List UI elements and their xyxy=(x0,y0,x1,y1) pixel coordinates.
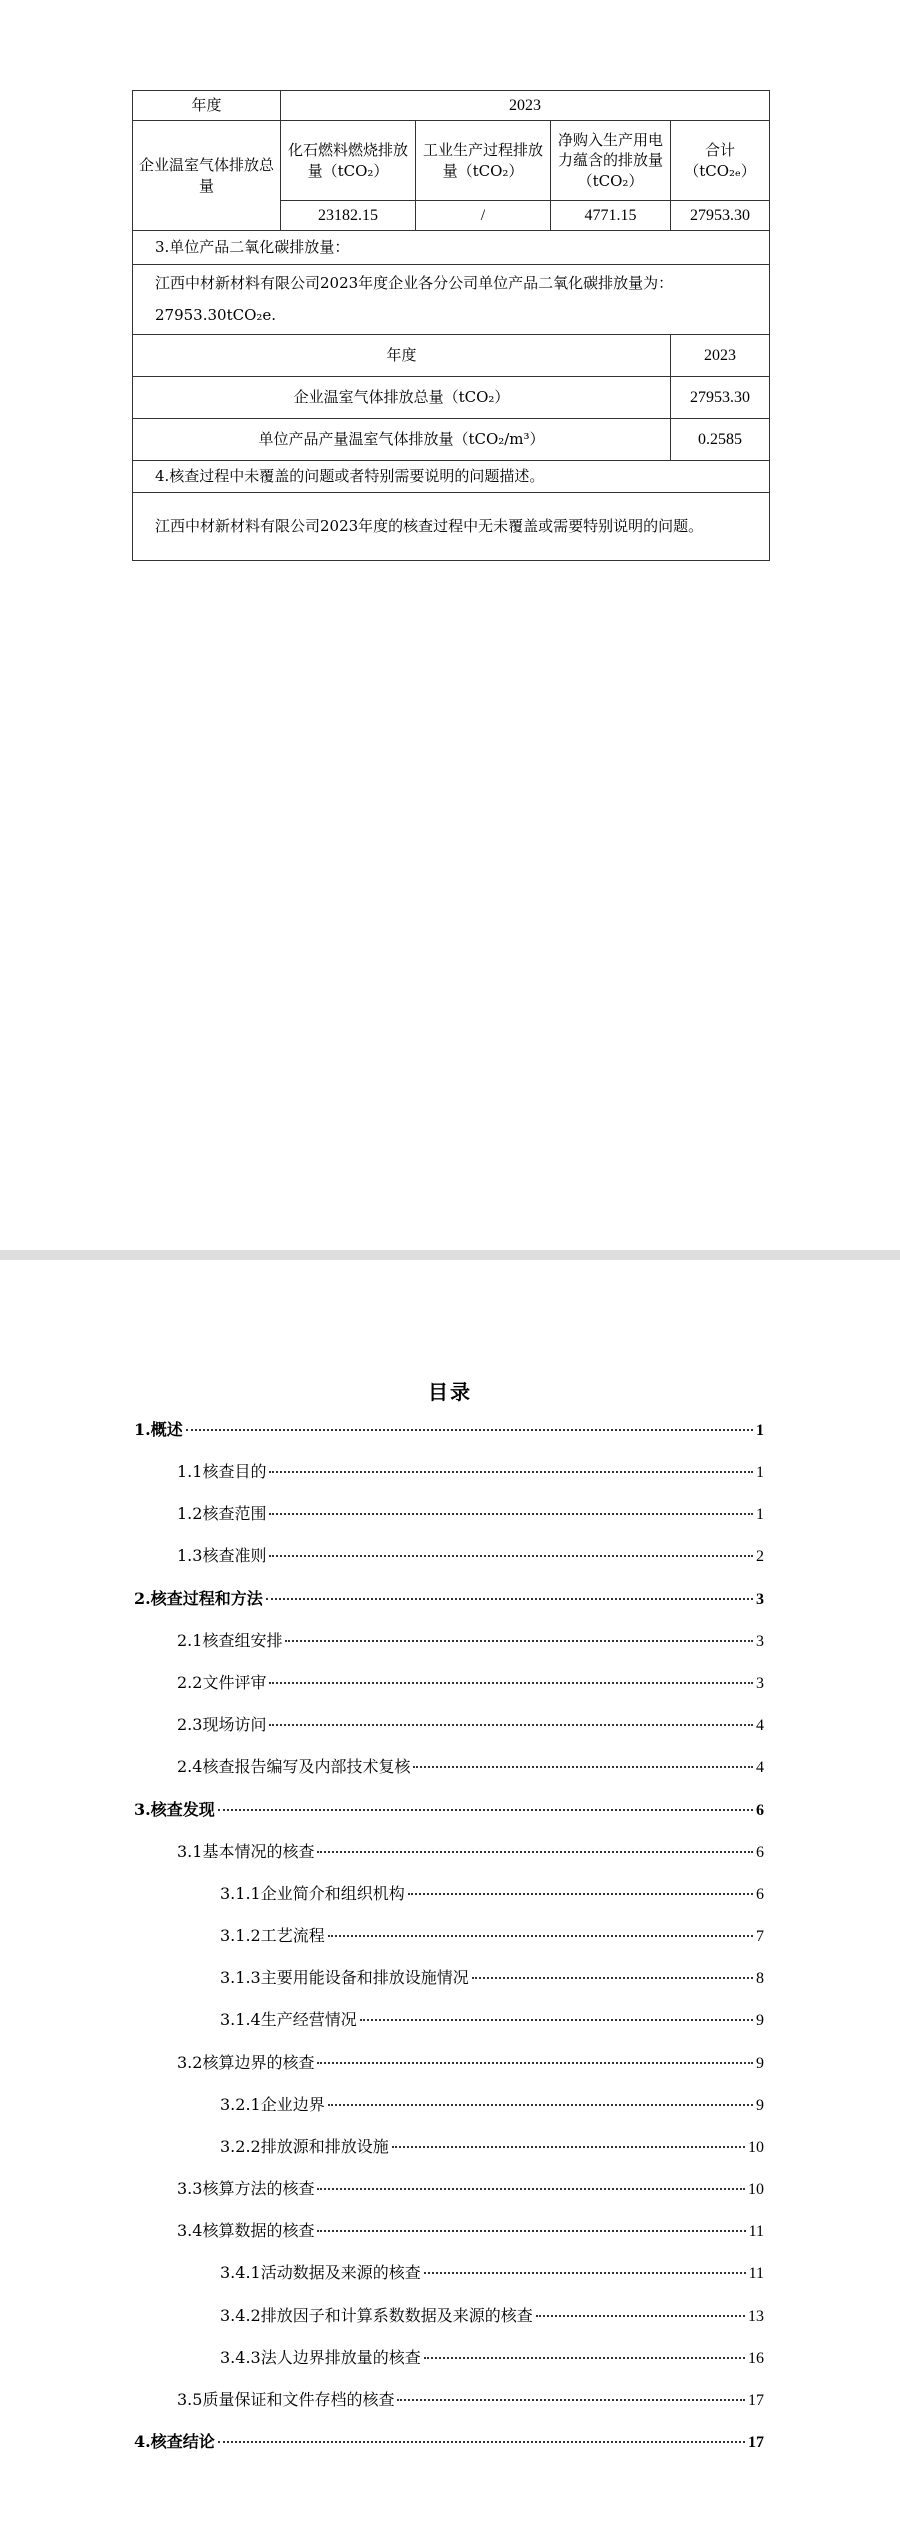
toc-entry-page: 10 xyxy=(748,2139,764,2156)
toc-entry-label: 3.5质量保证和文件存档的核查 xyxy=(177,2390,395,2409)
toc-entry[interactable] xyxy=(134,1417,764,1440)
toc-entry-label: 3.核查发现 xyxy=(134,1800,215,1819)
toc-entry[interactable] xyxy=(177,2218,764,2241)
toc-entry-label: 1.2核查范围 xyxy=(177,1504,267,1523)
toc-entry-label: 4.核查结论 xyxy=(134,2432,215,2451)
toc-leader-dots xyxy=(424,2272,746,2274)
toc-entry-page: 6 xyxy=(756,1802,764,1819)
toc-leader-dots xyxy=(269,1682,753,1684)
sum-header: 合计（tCO₂ₑ） xyxy=(671,121,770,201)
page-separator xyxy=(0,1250,900,1260)
total-emission-label: 企业温室气体排放总量 xyxy=(133,121,281,231)
toc-entry-page: 10 xyxy=(748,2181,764,2198)
toc-entry-label: 3.4核算数据的核查 xyxy=(177,2221,315,2240)
toc-entry[interactable] xyxy=(220,2345,764,2368)
toc-leader-dots xyxy=(269,1555,753,1557)
toc-entry[interactable] xyxy=(220,1965,764,1988)
toc-entry-page: 1 xyxy=(756,1422,764,1439)
toc-leader-dots xyxy=(472,1977,753,1979)
toc-entry[interactable] xyxy=(220,2007,764,2030)
process-header: 工业生产过程排放量（tCO₂） xyxy=(416,121,551,201)
toc-leader-dots xyxy=(328,1935,753,1937)
toc-entry-page: 2 xyxy=(756,1548,764,1565)
toc-entry-page: 4 xyxy=(756,1759,764,1776)
toc-entry[interactable] xyxy=(177,1543,764,1566)
toc-entry-page: 11 xyxy=(748,2223,764,2240)
toc-entry[interactable] xyxy=(177,2050,764,2073)
toc-leader-dots xyxy=(218,2441,745,2443)
toc-entry-label: 3.2.1企业边界 xyxy=(220,2095,325,2114)
toc-entry[interactable] xyxy=(177,2387,764,2410)
toc-leader-dots xyxy=(266,1598,753,1600)
power-value: 4771.15 xyxy=(551,201,671,231)
toc-entry[interactable] xyxy=(177,1839,764,1862)
toc-entry-page: 11 xyxy=(748,2265,764,2282)
toc-entry-label: 1.1核查目的 xyxy=(177,1462,267,1481)
toc-entry-label: 3.2.2排放源和排放设施 xyxy=(220,2137,389,2156)
toc-leader-dots xyxy=(317,1851,753,1853)
section-4-title: 4.核查过程中未覆盖的问题或者特别需要说明的问题描述。 xyxy=(133,461,770,493)
toc-entry-page: 3 xyxy=(756,1591,764,1608)
toc-title: 目录 xyxy=(428,1380,472,1404)
toc-entry[interactable] xyxy=(220,2260,764,2283)
toc-leader-dots xyxy=(218,1809,753,1811)
sub-year-value: 2023 xyxy=(671,335,770,377)
toc-entry-page: 8 xyxy=(756,1970,764,1987)
toc-leader-dots xyxy=(536,2315,745,2317)
year-header: 年度 xyxy=(133,91,281,121)
toc-entry-label: 3.1基本情况的核查 xyxy=(177,1842,315,1861)
toc-entry-page: 7 xyxy=(756,1928,764,1945)
toc-entry-label: 1.3核查准则 xyxy=(177,1546,267,1565)
toc-leader-dots xyxy=(317,2188,745,2190)
toc-entry-page: 3 xyxy=(756,1633,764,1650)
toc-entry[interactable] xyxy=(177,1628,764,1651)
toc-entry-label: 2.2文件评审 xyxy=(177,1673,267,1692)
toc-entry-page: 3 xyxy=(756,1675,764,1692)
toc-entry-label: 3.4.1活动数据及来源的核查 xyxy=(220,2263,421,2282)
toc-leader-dots xyxy=(413,1766,753,1768)
toc-leader-dots xyxy=(397,2399,745,2401)
toc-entry-page: 4 xyxy=(756,1717,764,1734)
toc-entry-page: 6 xyxy=(756,1844,764,1861)
toc-entry-label: 3.2核算边界的核查 xyxy=(177,2053,315,2072)
toc-entry[interactable] xyxy=(220,2092,764,2115)
toc-leader-dots xyxy=(328,2104,753,2106)
section-3-text: 江西中材新材料有限公司2023年度企业各分公司单位产品二氧化碳排放量为：27953.30tCO₂e. xyxy=(133,265,770,335)
section-4-text: 江西中材新材料有限公司2023年度的核查过程中无未覆盖或需要特别说明的问题。 xyxy=(133,493,770,561)
toc-leader-dots xyxy=(269,1724,753,1726)
toc-leader-dots xyxy=(285,1640,753,1642)
toc-entry-label: 3.4.3法人边界排放量的核查 xyxy=(220,2348,421,2367)
section-3-title: 3.单位产品二氧化碳排放量： xyxy=(133,231,770,265)
toc-entry-label: 3.3核算方法的核查 xyxy=(177,2179,315,2198)
emission-summary-table xyxy=(132,90,770,561)
toc-entry-label: 3.4.2排放因子和计算系数数据及来源的核查 xyxy=(220,2306,533,2325)
toc-entry[interactable] xyxy=(134,1797,764,1820)
toc-entry[interactable] xyxy=(220,2134,764,2157)
toc-leader-dots xyxy=(317,2230,745,2232)
toc-entry[interactable] xyxy=(177,1754,764,1777)
toc-entry-page: 13 xyxy=(748,2308,764,2325)
process-value: / xyxy=(416,201,551,231)
toc-entry-page: 6 xyxy=(756,1886,764,1903)
toc-leader-dots xyxy=(186,1429,753,1431)
report-page-2 xyxy=(0,1260,900,2532)
toc-entry-page: 17 xyxy=(748,2434,764,2451)
toc-entry[interactable] xyxy=(177,1501,764,1524)
report-page-1 xyxy=(0,0,900,1250)
sub-total-value: 27953.30 xyxy=(671,377,770,419)
toc-entry-label: 2.核查过程和方法 xyxy=(134,1589,263,1608)
toc-entry-label: 2.3现场访问 xyxy=(177,1715,267,1734)
toc-leader-dots xyxy=(360,2019,753,2021)
toc-entry-label: 2.4核查报告编写及内部技术复核 xyxy=(177,1757,411,1776)
power-header: 净购入生产用电力蕴含的排放量（tCO₂） xyxy=(551,121,671,201)
toc-entry-page: 17 xyxy=(748,2392,764,2409)
toc-entry[interactable] xyxy=(134,1586,764,1609)
sub-unit-value: 0.2585 xyxy=(671,419,770,461)
toc-entry-label: 3.1.3主要用能设备和排放设施情况 xyxy=(220,1968,469,1987)
toc-entry-page: 1 xyxy=(756,1464,764,1481)
toc-entry-label: 1.概述 xyxy=(134,1420,183,1439)
toc-leader-dots xyxy=(424,2357,745,2359)
toc-entry-page: 9 xyxy=(756,2055,764,2072)
toc-entry-page: 16 xyxy=(748,2350,764,2367)
fossil-fuel-header: 化石燃料燃烧排放量（tCO₂） xyxy=(281,121,416,201)
toc-leader-dots xyxy=(269,1513,753,1515)
toc-entry-page: 9 xyxy=(756,2012,764,2029)
toc-leader-dots xyxy=(317,2062,753,2064)
sub-total-label: 企业温室气体排放总量（tCO₂） xyxy=(133,377,671,419)
toc-entry[interactable] xyxy=(177,1670,764,1693)
toc-entry-page: 9 xyxy=(756,2097,764,2114)
fossil-fuel-value: 23182.15 xyxy=(281,201,416,231)
toc-entry-page: 1 xyxy=(756,1506,764,1523)
toc-entry[interactable] xyxy=(177,2176,764,2199)
toc-entry[interactable] xyxy=(220,1881,764,1904)
toc-leader-dots xyxy=(392,2146,745,2148)
toc-leader-dots xyxy=(269,1471,753,1473)
toc-entry[interactable] xyxy=(134,2429,764,2452)
toc-entry[interactable] xyxy=(177,1459,764,1482)
toc-entry-label: 3.1.2工艺流程 xyxy=(220,1926,325,1945)
toc-entry[interactable] xyxy=(220,1923,764,1946)
toc-entry[interactable] xyxy=(177,1712,764,1735)
sum-value: 27953.30 xyxy=(671,201,770,231)
sub-year-label: 年度 xyxy=(133,335,671,377)
toc-entry-label: 3.1.1企业简介和组织机构 xyxy=(220,1884,405,1903)
toc-entry[interactable] xyxy=(220,2303,764,2326)
sub-unit-label: 单位产品产量温室气体排放量（tCO₂/m³） xyxy=(133,419,671,461)
toc-entry-label: 3.1.4生产经营情况 xyxy=(220,2010,357,2029)
year-value: 2023 xyxy=(281,91,770,121)
toc-entry-label: 2.1核查组安排 xyxy=(177,1631,283,1650)
toc-leader-dots xyxy=(408,1893,753,1895)
